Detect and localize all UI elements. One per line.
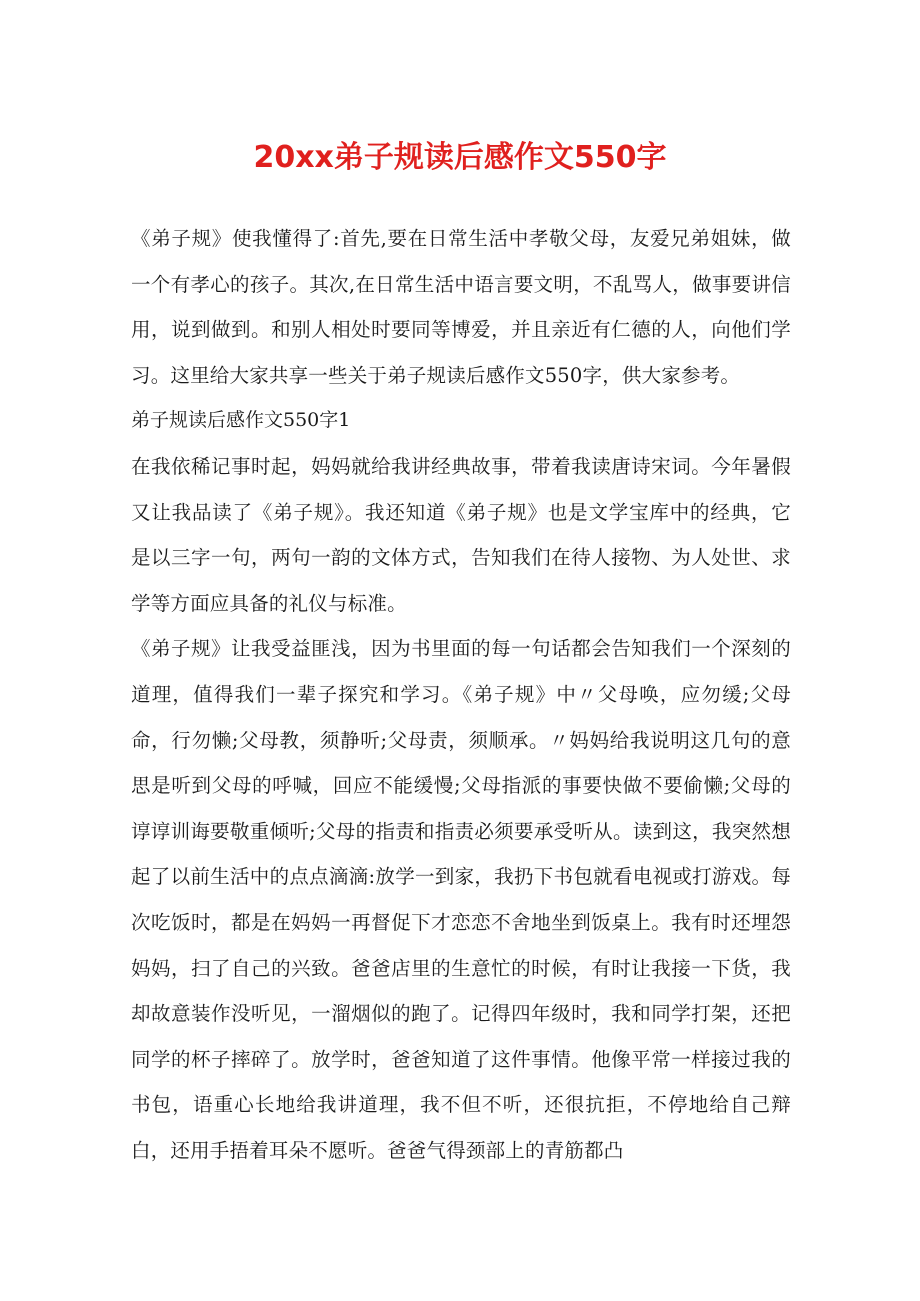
body-paragraph: 在我依稀记事时起，妈妈就给我讲经典故事，带着我读唐诗宋词。今年暑假又让我品读了《弟子规》。我还知道《弟子规》也是文学宝库中的经典，它是以三字一句，两句一韵的文体方式，告知我们在待人接物、为人处世、求学等方面应具备的礼仪与标准。 (131, 454, 791, 615)
section-heading: 弟子规读后感作文550字1 (131, 409, 351, 432)
document-title: 20xx弟子规读后感作文550字 (253, 140, 667, 175)
body-paragraph: 《弟子规》让我受益匪浅，因为书里面的每一句话都会告知我们一个深刻的道理，值得我们一辈子探究和学习。《弟子规》中〃父母唤，应勿缓;父母命，行勿懒;父母教，须静听;父母责，须顺承。〃妈妈给我说明这几句的意思是听到父母的呼喊，回应不能缓慢;父母指派的事要快做不要偷懒;父母的谆谆训诲要敬重倾听;父母的指责和指责必须要承受听从。读到这，我突然想起了以前生活中的点点滴滴:放学一到家，我扔下书包就看电视或打游戏。每次吃饭时，都是在妈妈一再督促下才恋恋不舍地坐到饭桌上。我有时还埋怨妈妈，扫了自己的兴致。爸爸店里的生意忙的时候，有时让我接一下货，我却故意装作没听见，一溜烟似的跑了。记得四年级时，我和同学打架，还把同学的杯子摔碎了。放学时，爸爸知道了这件事情。他像平常一样接过我的书包，语重心长地给我讲道理，我不但不听，还很抗拒，不停地给自己辩白，还用手捂着耳朵不愿听。爸爸气得颈部上的青筋都凸 (131, 637, 791, 1162)
intro-paragraph: 《弟子规》使我懂得了:首先,要在日常生活中孝敬父母，友爱兄弟姐妹，做一个有孝心的孩子。其次,在日常生活中语言要文明，不乱骂人，做事要讲信用，说到做到。和别人相处时要同等博爱，并且亲近有仁德的人，向他们学习。这里给大家共享一些关于弟子规读后感作文550字，供大家参考。 (131, 227, 791, 387)
document-body (131, 216, 791, 1173)
